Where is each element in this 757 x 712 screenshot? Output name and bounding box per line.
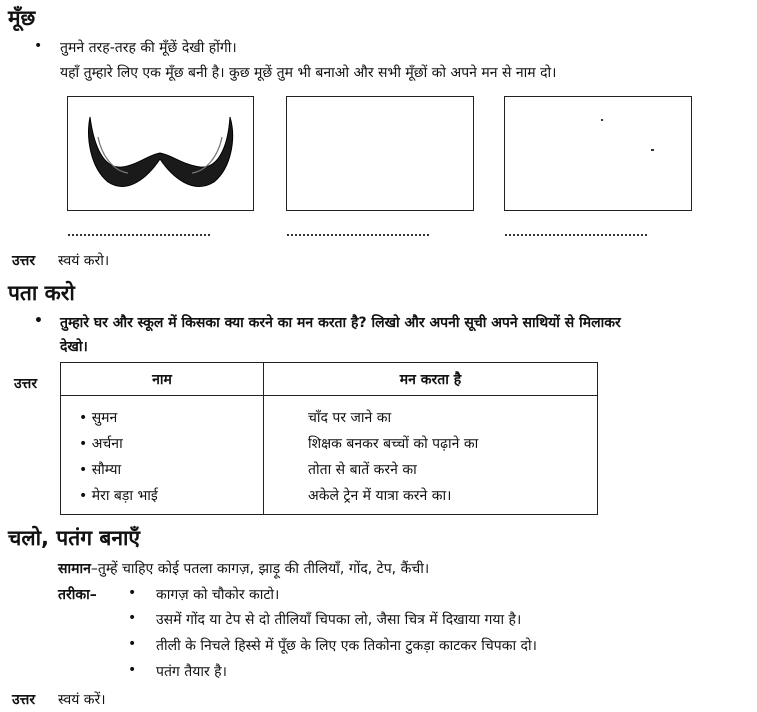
answer-label-1: उत्तर [12, 253, 36, 269]
answer-text-3: स्वयं करें। [58, 692, 106, 708]
column-header-wish: मन करता है [264, 363, 598, 396]
cell-name-text: अर्चना [91, 435, 123, 452]
table-cell-wish: अकेले ट्रेन में यात्रा करने का। [264, 482, 598, 515]
name-line-1 [68, 234, 210, 236]
find-out-question-line2: देखो। [60, 339, 88, 355]
cell-name-text: सुमन [91, 409, 118, 426]
bullet-icon: • [128, 662, 137, 678]
materials-text: –तुम्हें चाहिए कोई पतला कागज़, झाड़ू की तीलियाँ, गोंद, टेप, कैंची। [90, 561, 430, 577]
table-row [61, 482, 598, 515]
method-step: कागज़ को चौकोर काटो। [156, 587, 280, 603]
name-line-2 [287, 234, 429, 236]
find-out-question-line1: तुम्हारे घर और स्कूल में किसका क्या करने का मन करता है? लिखो और अपनी सूची अपने साथियों से मिलाकर [60, 315, 621, 331]
table-cell-name: • मेरा बड़ा भाई [61, 482, 264, 515]
method-step: उसमें गोंद या टेप से दो तीलियाँ चिपका लो, जैसा चित्र में दिखाया गया है। [156, 612, 522, 628]
column-header-name: नाम [61, 363, 264, 396]
moustache-intro-line2: यहाँ तुम्हारे लिए एक मूँछ बनी है। कुछ मूछें तुम भी बनाओ और सभी मूँछों को अपने मन से नाम दो। [60, 65, 557, 81]
answer-label-3: उत्तर [12, 692, 36, 708]
table-row [61, 456, 598, 482]
section-heading-moustache: मूँछ [8, 6, 36, 30]
bullet-icon: • [128, 610, 137, 626]
moustache-intro-line1: तुमने तरह-तरह की मूँछें देखी होंगी। [60, 40, 237, 56]
bullet-icon: • [128, 585, 137, 601]
table-row [61, 430, 598, 456]
answer-label-2: उत्तर [14, 376, 38, 392]
name-line-3 [505, 234, 647, 236]
cell-name-text: सौम्या [91, 461, 122, 478]
table-cell-wish: शिक्षक बनकर बच्चों को पढ़ाने का [264, 430, 598, 456]
table-cell-name: • अर्चना [61, 430, 264, 456]
method-step: पतंग तैयार है। [156, 664, 227, 680]
answer-text-1: स्वयं करो। [58, 253, 110, 269]
empty-drawing-box-2[interactable] [286, 96, 474, 211]
wish-table [60, 362, 598, 515]
table-cell-name: • सौम्या [61, 456, 264, 482]
method-label: तरीका– [58, 587, 97, 603]
materials-line [58, 559, 429, 578]
moustache-drawing-box [67, 96, 254, 211]
table-cell-wish: तोता से बातें करने का [264, 456, 598, 482]
bullet-icon: • [34, 313, 43, 329]
bullet-icon: • [34, 38, 43, 54]
bullet-icon: • [128, 636, 137, 652]
cell-name-text: मेरा बड़ा भाई [91, 487, 158, 504]
materials-label: सामान [58, 561, 91, 577]
table-cell-wish: चाँद पर जाने का [264, 396, 598, 431]
method-step: तीली के निचले हिस्से में पूँछ के लिए एक तिकोना टुकड़ा काटकर चिपका दो। [156, 638, 537, 654]
section-heading-find-out: पता करो [8, 281, 75, 305]
table-cell-name: • सुमन [61, 396, 264, 431]
moustache-drawing [68, 97, 253, 210]
table-header-row [61, 363, 598, 396]
table-row [61, 396, 598, 431]
section-heading-kite: चलो, पतंग बनाएँ [8, 526, 141, 550]
empty-drawing-box-3[interactable] [504, 96, 692, 211]
